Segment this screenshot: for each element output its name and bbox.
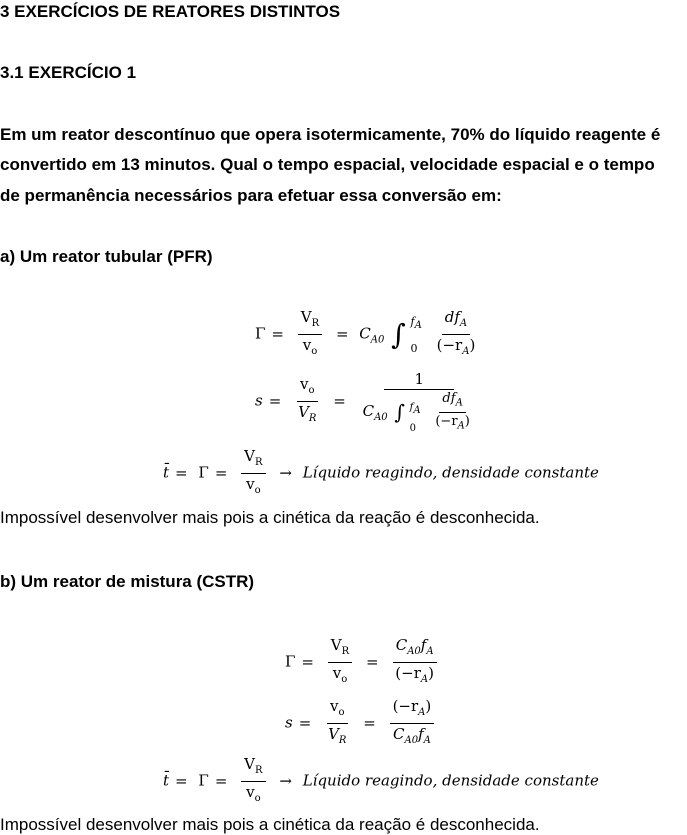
part-b-title: b) Um reator de mistura (CSTR): [0, 572, 255, 591]
part-a-note: Impossível desenvolver mais pois a cinética da reação é desconhecida.: [0, 508, 540, 527]
question-line-1: Em um reator descontínuo que opera isotermicamente, 70% do líquido reagente é: [0, 125, 661, 144]
question-line-2: convertido em 13 minutos. Qual o tempo espacial, velocidade espacial e o tempo: [0, 155, 655, 174]
cstr-space-time-equation: Γ = $\frac{V_R}{v_o}$ = $\frac{C_{A0}f_A}{(-r_A)}$: [285, 636, 440, 689]
pfr-space-velocity-equation: s = $\frac{v_o}{V_R}$ = 1 $C_{A0}$ ∫ $f_A$ 0 $\frac{df_A}{(-r_A)}$: [255, 370, 470, 435]
question-line-3: de permanência necessários para efetuar essa conversão em:: [0, 186, 502, 205]
pfr-residence-time-equation: t̄ = Γ = $\frac{V_R}{v_o}$ → Líquido reagindo, densidade constante: [163, 447, 599, 496]
cstr-space-velocity-equation: s = $\frac{v_o}{V_R}$ = $\frac{(-r_A)}{C_{A0}f_A}$: [285, 697, 437, 750]
subsection-heading: 3.1 EXERCÍCIO 1: [0, 63, 137, 82]
section-heading: 3 EXERCÍCIOS DE REATORES DISTINTOS: [0, 2, 341, 21]
part-b-note: Impossível desenvolver mais pois a cinética da reação é desconhecida.: [0, 815, 540, 834]
cstr-residence-time-equation: t̄ = Γ = $\frac{V_R}{v_o}$ → Líquido reagindo, densidade constante: [163, 755, 599, 804]
part-a-title: a) Um reator tubular (PFR): [0, 247, 213, 266]
pfr-space-time-equation: Γ = $\frac{V_R}{v_o}$ = $C_{A0}$ ∫ $f_A$ 0 $\frac{df_A}{(-r_A)}$: [255, 308, 476, 357]
